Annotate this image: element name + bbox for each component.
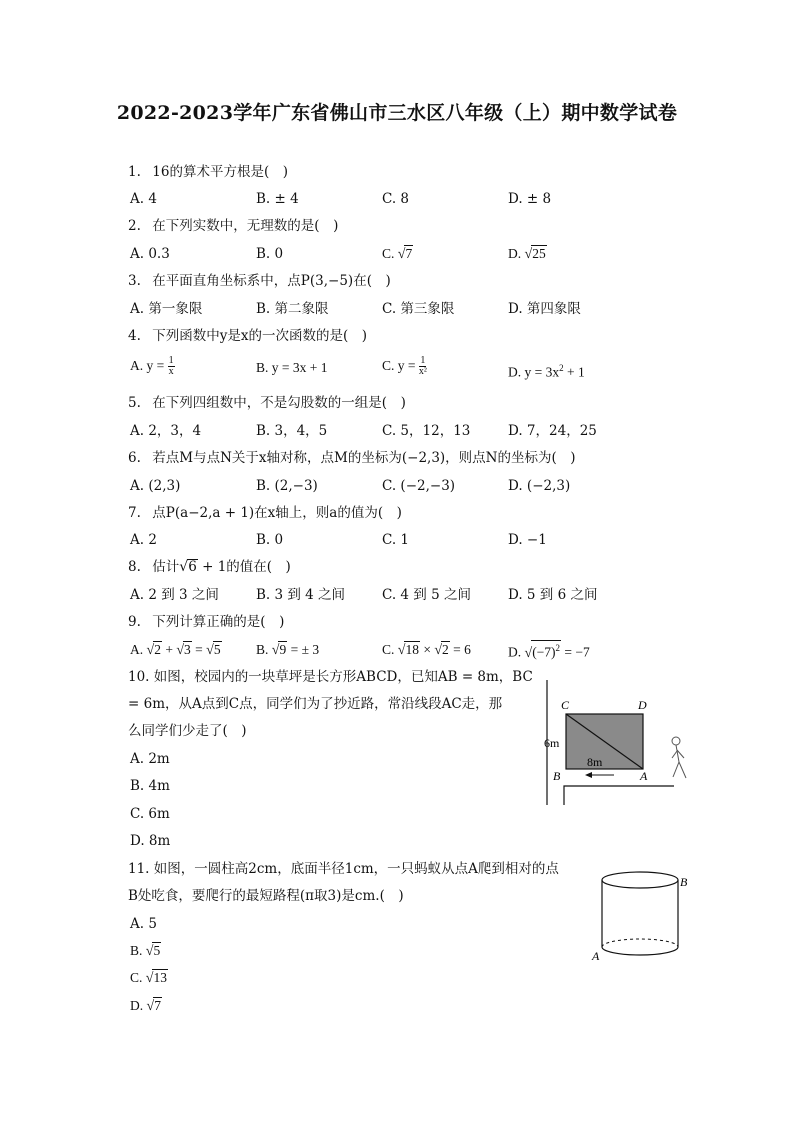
question-11 (128, 859, 559, 879)
question-stem: 在下列实数中，无理数的是( ) (152, 218, 339, 234)
question-stem: 点P(a−2,a + 1)在x轴上，则a的值为( ) (152, 505, 402, 521)
question-number: 10. (128, 669, 150, 685)
question-number: 8. (128, 559, 141, 575)
option-a: A. 5 (130, 916, 157, 932)
question-9 (128, 612, 284, 632)
question-1 (128, 162, 288, 182)
option-b: B. 0 (256, 246, 284, 262)
option-c: C. 1 (382, 532, 410, 548)
option-b: B. ± 4 (256, 191, 299, 207)
question-8 (128, 557, 291, 577)
option-b: B. (2,−3) (256, 478, 318, 494)
option-b: B. √5 (130, 943, 161, 959)
option-a: A. y = $\frac{1}{x}$ (130, 355, 174, 378)
question-3 (128, 271, 391, 291)
option-a: A. 2，3，4 (130, 423, 202, 439)
option-d: D. ± 8 (508, 191, 552, 207)
label-b: B (680, 875, 688, 889)
option-d: D. −1 (508, 532, 547, 548)
option-a: A. 2 到 3 之间 (130, 587, 219, 603)
cylinder-bottom-back (602, 939, 678, 947)
option-c: C. 5，12，13 (382, 423, 471, 439)
question-stem-line: 么同学们少走了( ) (128, 723, 247, 739)
option-d: D. 7，24，25 (508, 423, 597, 439)
option-b: B. 0 (256, 532, 284, 548)
option-b: B. 第二象限 (256, 301, 329, 317)
question-5 (128, 393, 406, 413)
label-8m: 8m (587, 755, 603, 769)
path-line (564, 786, 674, 805)
option-a: A. 4 (130, 191, 157, 207)
option-a: A. 2 (130, 532, 157, 548)
option-d: D. (−2,3) (508, 478, 571, 494)
option-d: D. 8m (130, 833, 171, 849)
lawn-figure (536, 674, 706, 810)
question-4 (128, 326, 367, 346)
question-2 (128, 216, 338, 236)
label-b: B (553, 769, 561, 783)
option-c: C. (−2,−3) (382, 478, 456, 494)
label-a: A (640, 769, 648, 783)
question-stem-line: = 6m，从A点到C点，同学们为了抄近路，常沿线段AC走，那 (128, 696, 503, 712)
question-stem: 在下列四组数中，不是勾股数的一组是( ) (152, 395, 406, 411)
question-stem-line: 如图，校园内的一块草坪是长方形ABCD，已知AB = 8m，BC (153, 669, 533, 685)
question-number: 9. (128, 614, 141, 630)
option-c: C. √18 × √2 = 6 (382, 642, 471, 658)
option-b: B. 3 到 4 之间 (256, 587, 346, 603)
option-c: C. y = $\frac{1}{\text{x²}}$ (382, 355, 427, 378)
label-a: A (592, 949, 600, 963)
question-stem-line: B处吃食，要爬行的最短路程(π取3)是cm.( ) (128, 888, 404, 904)
question-number: 1. (128, 164, 141, 180)
question-stem: 在平面直角坐标系中，点P(3,−5)在( ) (152, 273, 391, 289)
option-b: B. y = 3x + 1 (256, 360, 328, 375)
question-stem: 16的算术平方根是( ) (152, 164, 289, 180)
question-stem: 若点M与点N关于x轴对称，点M的坐标为(−2,3)，则点N的坐标为( ) (152, 450, 576, 466)
walker-icon (672, 737, 686, 778)
option-c: C. 8 (382, 191, 410, 207)
question-number: 6. (128, 450, 141, 466)
option-a: A. (2,3) (130, 478, 181, 494)
option-d: D. 5 到 6 之间 (508, 587, 598, 603)
option-a: A. √2 + √3 = √5 (130, 642, 221, 658)
label-c: C (561, 698, 570, 712)
option-d: D. √25 (508, 246, 546, 262)
question-number: 5. (128, 395, 141, 411)
option-c: C. 第三象限 (382, 301, 455, 317)
cylinder-bottom-front (602, 947, 678, 955)
question-7 (128, 503, 402, 523)
option-c: C. √13 (130, 970, 167, 986)
option-a: A. 2m (130, 751, 170, 767)
arrow-head (585, 772, 592, 778)
question-stem: 下列函数中y是x的一次函数的是( ) (152, 328, 368, 344)
question-stem-line: 如图，一圆柱高2cm，底面半径1cm，一只蚂蚁从点A爬到相对的点 (153, 861, 559, 877)
question-number: 3. (128, 273, 141, 289)
question-number: 4. (128, 328, 141, 344)
option-b: B. 3，4，5 (256, 423, 328, 439)
question-number: 7. (128, 505, 141, 521)
label-d: D (638, 698, 647, 712)
question-stem: 估计√6 + 1的值在( ) (152, 559, 291, 575)
option-a: A. 0.3 (130, 246, 170, 262)
option-d: D. $y = 3x^2 + 1$ (508, 363, 585, 380)
option-b: B. √9 = ± 3 (256, 642, 320, 658)
option-d: D. 第四象限 (508, 301, 581, 317)
question-stem: 下列计算正确的是( ) (152, 614, 285, 630)
question-6 (128, 448, 576, 468)
question-10 (128, 667, 533, 687)
option-d: D. $√(-7)^2 = -7$ (508, 640, 590, 664)
question-number: 2. (128, 218, 141, 234)
option-b: B. 4m (130, 778, 170, 794)
option-d: D. √7 (130, 998, 161, 1014)
option-c: C. 6m (130, 806, 170, 822)
exam-title: 2022-2023学年广东省佛山市三水区八年级（上）期中数学试卷 (116, 102, 678, 124)
question-number: 11. (128, 861, 150, 877)
cylinder-top (602, 872, 678, 888)
cylinder-figure (588, 866, 700, 968)
option-c: C. 4 到 5 之间 (382, 587, 471, 603)
option-a: A. 第一象限 (130, 301, 203, 317)
option-c: C. √7 (382, 246, 413, 262)
label-6m: 6m (544, 736, 560, 750)
